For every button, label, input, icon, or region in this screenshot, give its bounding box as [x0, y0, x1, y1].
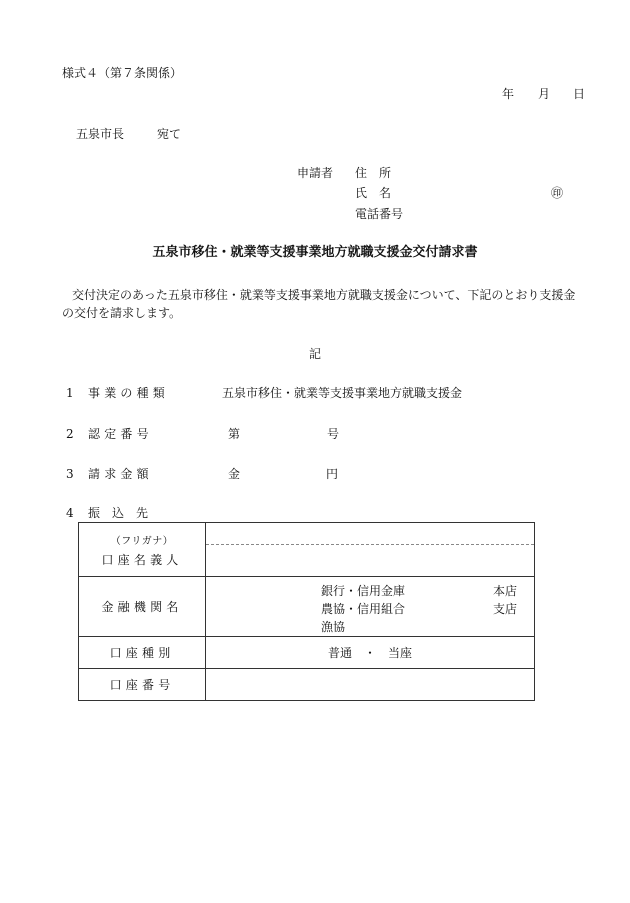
- body-text-line2: の交付を請求します。: [62, 306, 182, 320]
- account-type-label: 口座種別: [79, 637, 206, 669]
- account-number-input[interactable]: [206, 669, 535, 701]
- item-1-number: 1: [66, 386, 74, 400]
- applicant-phone-label: 電話番号: [355, 207, 404, 221]
- account-holder-label-cell: [79, 523, 206, 577]
- furigana-divider: [206, 544, 534, 545]
- form-number: 様式４（第７条関係）: [62, 66, 183, 80]
- item-2-label: 認定番号: [88, 427, 153, 441]
- item-2-number: 2: [66, 427, 74, 441]
- institution-type-fishery: 漁協: [321, 620, 346, 634]
- bank-transfer-table: [78, 522, 535, 701]
- institution-type-coop: 農協・信用組合: [321, 602, 406, 616]
- date-year-label: 年: [502, 87, 515, 101]
- account-holder-row: [79, 523, 535, 577]
- institution-row: [79, 577, 535, 637]
- item-4-label: 振 込 先: [88, 506, 149, 520]
- institution-input[interactable]: [206, 577, 535, 637]
- account-number-label: 口座番号: [79, 669, 206, 701]
- body-text-line1: 交付決定のあった五泉市移住・就業等支援事業地方就職支援金について、下記のとおり支援金: [72, 288, 576, 302]
- account-number-row: [79, 669, 535, 701]
- addressee-name: 五泉市長: [76, 127, 125, 141]
- account-holder-input[interactable]: [206, 523, 535, 577]
- item-2-prefix: 第: [228, 427, 241, 441]
- account-holder-label: 口座名義人: [101, 552, 183, 567]
- seal-mark: ㊞: [551, 186, 564, 200]
- applicant-name-label: 氏 名: [355, 186, 392, 200]
- branch-type-branch: 支店: [493, 602, 518, 616]
- account-type-options[interactable]: 普通 ・ 当座: [206, 637, 535, 669]
- item-3-label: 請求金額: [88, 467, 153, 481]
- date-month-label: 月: [538, 87, 551, 101]
- institution-type-bank: 銀行・信用金庫: [321, 584, 406, 598]
- item-3-prefix: 金: [228, 467, 241, 481]
- document-title: 五泉市移住・就業等支援事業地方就職支援金交付請求書: [152, 245, 478, 260]
- account-type-row: [79, 637, 535, 669]
- item-4-number: 4: [66, 506, 74, 520]
- branch-type-head-office: 本店: [493, 584, 518, 598]
- item-3-number: 3: [66, 467, 74, 481]
- item-2-suffix: 号: [327, 427, 340, 441]
- item-1-value: 五泉市移住・就業等支援事業地方就職支援金: [222, 386, 463, 400]
- institution-label: 金融機関名: [79, 577, 206, 637]
- applicant-address-label: 住 所: [355, 166, 392, 180]
- furigana-label: （フリガナ）: [110, 535, 174, 547]
- item-1-label: 事業の種類: [88, 386, 170, 400]
- addressee-suffix: 宛て: [157, 127, 182, 141]
- record-marker: 記: [308, 347, 321, 361]
- date-day-label: 日: [573, 87, 586, 101]
- item-3-suffix: 円: [326, 467, 339, 481]
- applicant-label: 申請者: [297, 166, 334, 180]
